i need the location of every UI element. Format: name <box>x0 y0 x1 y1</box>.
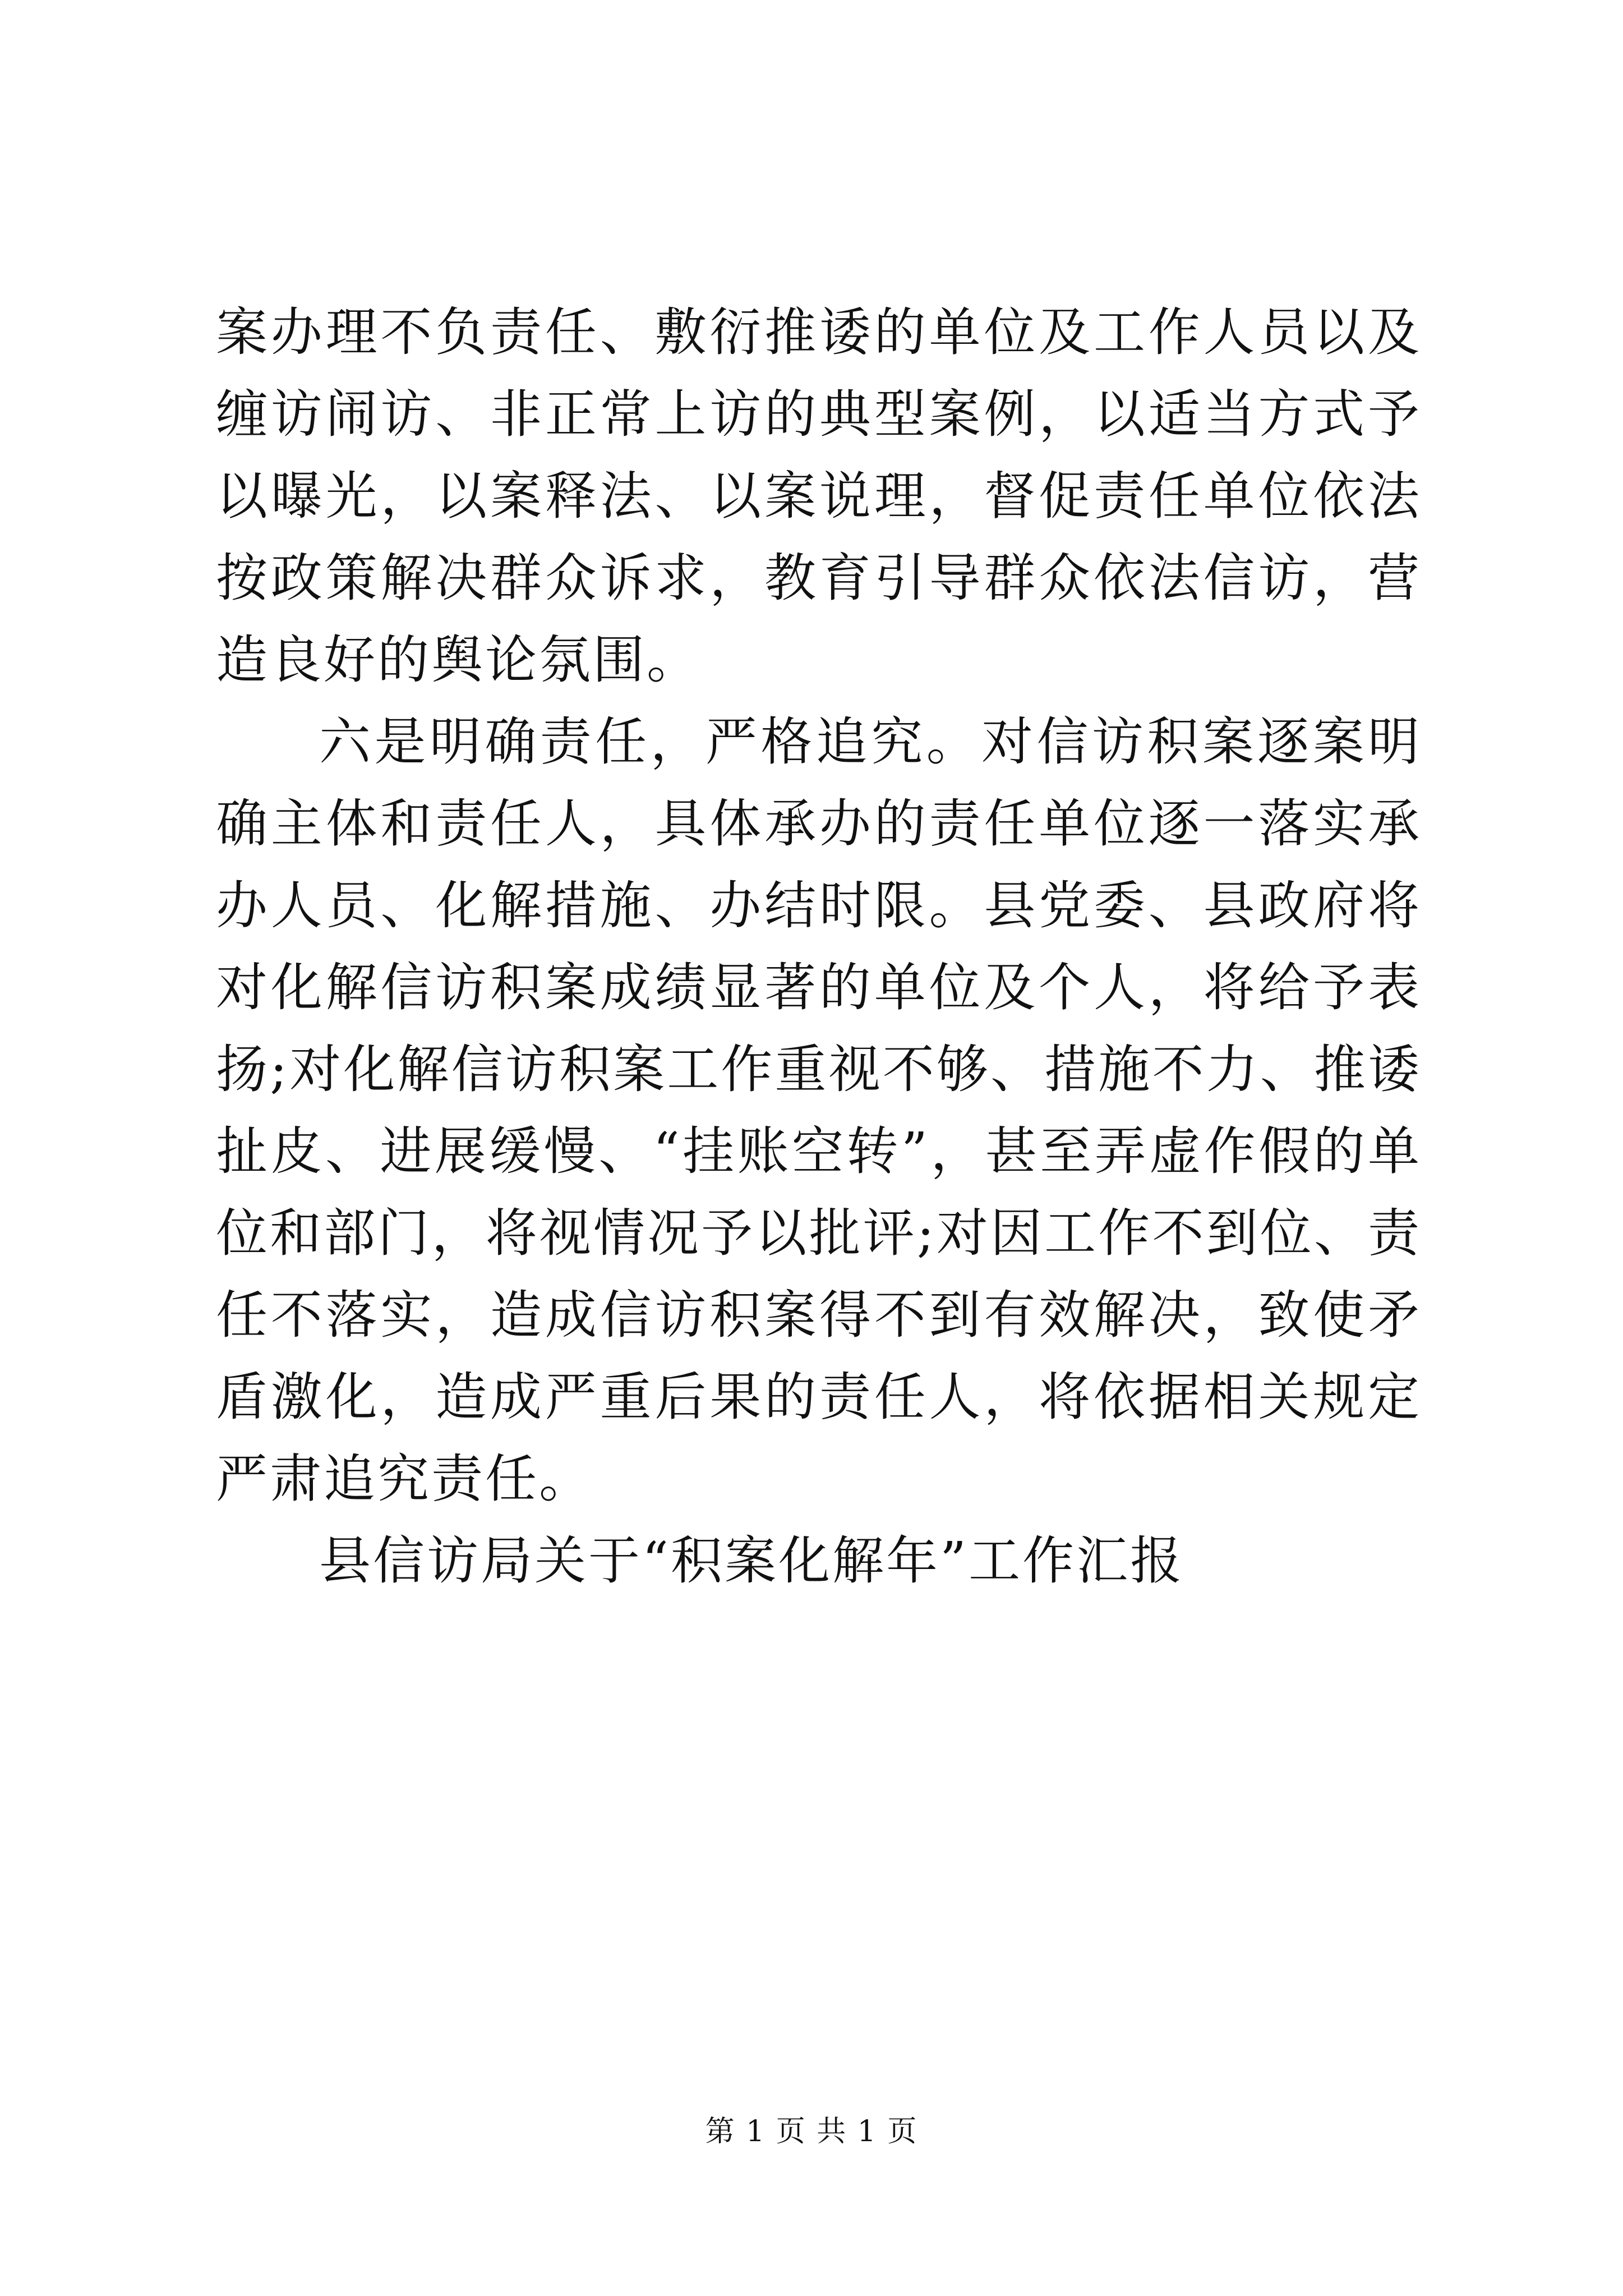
page-number-footer: 第 1 页 共 1 页 <box>705 2115 918 2148</box>
document-body <box>216 292 1422 1602</box>
paragraph-continuation: 案办理不负责任、敷衍推诿的单位及工作人员以及缠访闹访、非正常上访的典型案例，以适当方式予以曝光，以案释法、以案说理，督促责任单位依法按政策解决群众诉求，教育引导群众依法信访，营造良好的舆论氛围。 <box>216 302 1422 690</box>
document-title-line: 县信访局关于“积案化解年”工作汇报 <box>319 1531 1184 1591</box>
paragraph-responsibility: 六是明确责任，严格追究。对信访积案逐案明确主体和责任人，具体承办的责任单位逐一落实承办人员、化解措施、办结时限。县党委、县政府将对化解信访积案成绩显著的单位及个人，将给予表扬;对化解信访积案工作重视不够、措施不力、推诿扯皮、进展缓慢、“挂账空转”，甚至弄虚作假的单位和部门，将视情况予以批评;对因工作不到位、责任不落实，造成信访积案得不到有效解决，致使矛盾激化，造成严重后果的责任人，将依据相关规定严肃追究责任。 <box>216 712 1422 1509</box>
